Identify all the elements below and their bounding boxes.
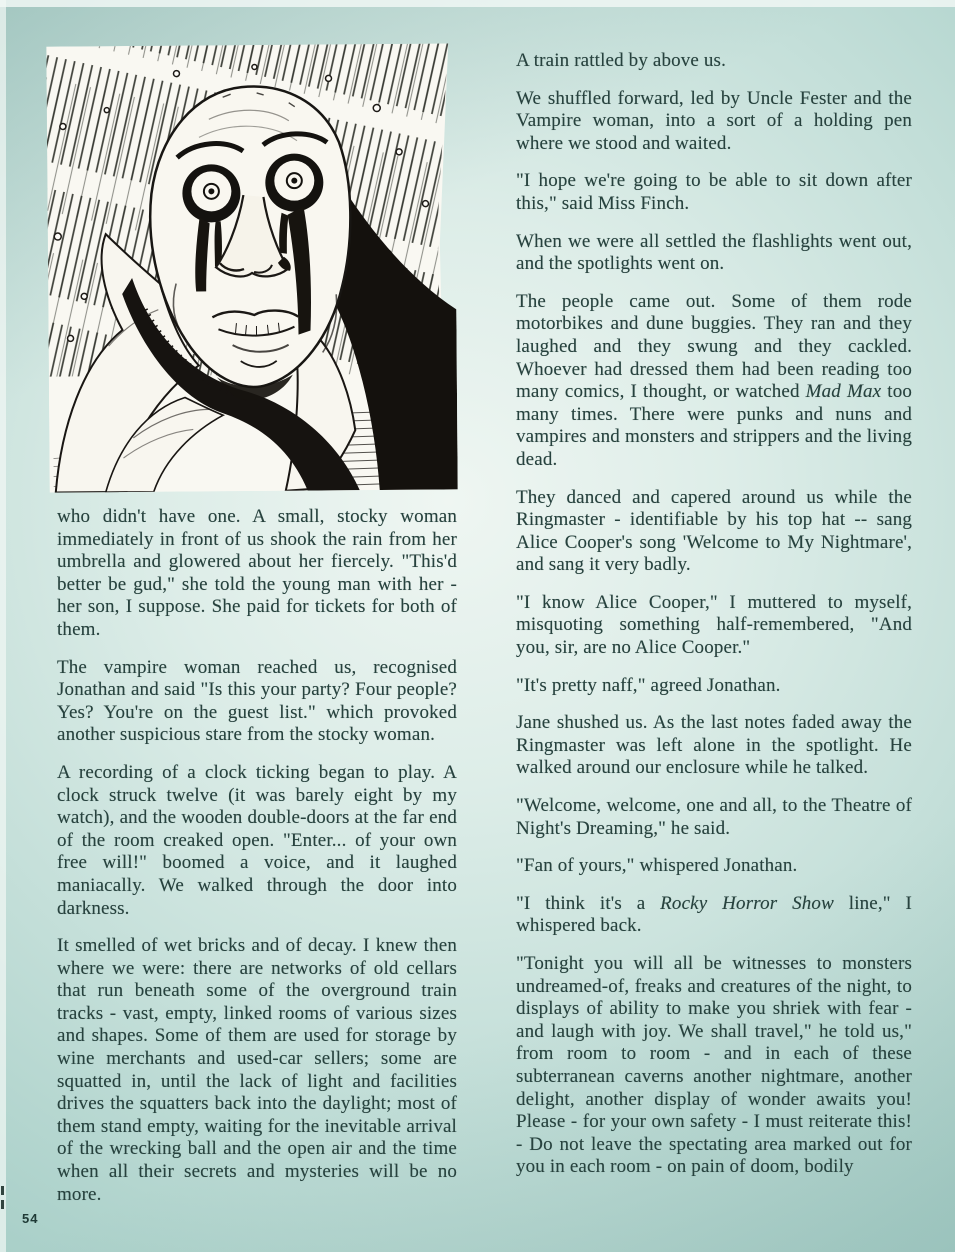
text-run: "I hope we're going to be able to sit down after this," said Miss Finch. bbox=[516, 170, 912, 214]
paragraph bbox=[57, 935, 457, 1206]
text-run: "Welcome, welcome, one and all, to the Theatre of Night's Dreaming," he said. bbox=[516, 795, 912, 839]
paragraph bbox=[516, 88, 912, 156]
paragraph bbox=[516, 231, 912, 276]
text-run: Jane shushed us. As the last notes faded away the Ringmaster was left alone in the spotlight. He walked around our enclosure while he talked. bbox=[516, 712, 912, 779]
paragraph bbox=[57, 762, 457, 920]
text-run: The people came out. Some of them rode motorbikes and dune buggies. They ran and they laughed and they swung and they cackled. Whoever had dressed them had been reading too many comics, I thought, or watched bbox=[516, 290, 912, 403]
text-run: We shuffled forward, led by Uncle Fester and the Vampire woman, into a sort of a holding pen where we stood and waited. bbox=[516, 87, 912, 154]
paragraph bbox=[516, 675, 912, 698]
paragraph bbox=[516, 795, 912, 840]
page-edge-top bbox=[0, 0, 955, 7]
page-number: 54 bbox=[22, 1211, 39, 1226]
paragraph bbox=[516, 592, 912, 660]
text-run: "I think it's a bbox=[516, 892, 661, 914]
text-run: A recording of a clock ticking began to play. A clock struck twelve (it was barely eight by my watch), and the wooden double-doors at the far end of the room creaked open. "Enter... of your own free will!" boomed a voice, and it laughed maniacally. We walked through the door into darkness. bbox=[57, 761, 457, 919]
paragraph bbox=[57, 506, 457, 642]
film-edge-mark bbox=[1, 1200, 4, 1209]
text-run: "Tonight you will all be witnesses to monsters undreamed-of, freaks and creatures of the night, to displays of ability to make you shriek with fear - and laugh with joy. We shall travel," he told us," from room to room - and in each of these subterranean caverns another nightmare, another delight, another display of wonder awaits you! Please - for your own safety - I must reiterate this! - Do not leave the spectating area marked out for you in each room - on pain of doom, bodily bbox=[516, 953, 912, 1178]
paragraph bbox=[516, 170, 912, 215]
page-edge-left bbox=[0, 0, 6, 1252]
paragraph bbox=[57, 657, 457, 747]
text-run: too many times. There were punks and nuns and vampires and monsters and strippers and the living dead. bbox=[516, 381, 912, 470]
paragraph bbox=[516, 893, 912, 938]
text-run: They danced and capered around us while the Ringmaster - identifiable by his top hat -- sang Alice Cooper's song 'Welcome to My Nightmare', and sang it very badly. bbox=[516, 486, 912, 576]
text-run: who didn't have one. A small, stocky woman immediately in front of us shook the rain from her umbrella and glowered about her fiercely. "This'd better be gud," she told the young man with her - her son, I suppose. She paid for tickets for both of them. bbox=[57, 506, 457, 640]
italic-text-run: Rocky Horror Show bbox=[660, 892, 834, 914]
film-edge-mark bbox=[1, 1186, 4, 1195]
text-run: "Fan of yours," whispered Jonathan. bbox=[516, 855, 798, 877]
illustration-drawing bbox=[46, 43, 457, 492]
text-run: A train rattled by above us. bbox=[516, 50, 726, 71]
text-column-right bbox=[516, 50, 912, 1179]
paragraph bbox=[516, 50, 912, 73]
illustration-rain-figure bbox=[46, 43, 457, 492]
text-column-left bbox=[57, 506, 457, 1206]
paragraph bbox=[516, 487, 912, 577]
text-run: "I know Alice Cooper," I muttered to myself, misquoting something half-remembered, "And you, sir, are no Alice Cooper." bbox=[516, 591, 912, 659]
paragraph bbox=[516, 855, 912, 878]
text-run: line," I whispered back. bbox=[516, 892, 912, 937]
paragraph bbox=[516, 712, 912, 780]
paragraph bbox=[516, 291, 912, 472]
paragraph bbox=[516, 953, 912, 1179]
text-run: The vampire woman reached us, recognised Jonathan and said "Is this your party? Four people? Yes? You're on the guest list." which provoked another suspicious stare from the stocky woman. bbox=[57, 656, 457, 746]
text-run: "It's pretty naff," agreed Jonathan. bbox=[516, 674, 781, 696]
text-run: When we were all settled the flashlights went out, and the spotlights went on. bbox=[516, 230, 912, 275]
italic-text-run: Mad Max bbox=[805, 381, 882, 403]
text-run: It smelled of wet bricks and of decay. I knew then where we were: there are networks of old cellars that run beneath some of the overground train tracks - vast, empty, linked rooms of various sizes and shapes. Some of them are used for storage by wine merchants and used-car sellers; some are squatted in, until the lack of light and facilities drives the squatters back into the daylight; most of them stand empty, waiting for the inevitable arrival of the wrecking ball and the open air and the time when all their secrets and mysteries will be no more. bbox=[57, 935, 457, 1205]
